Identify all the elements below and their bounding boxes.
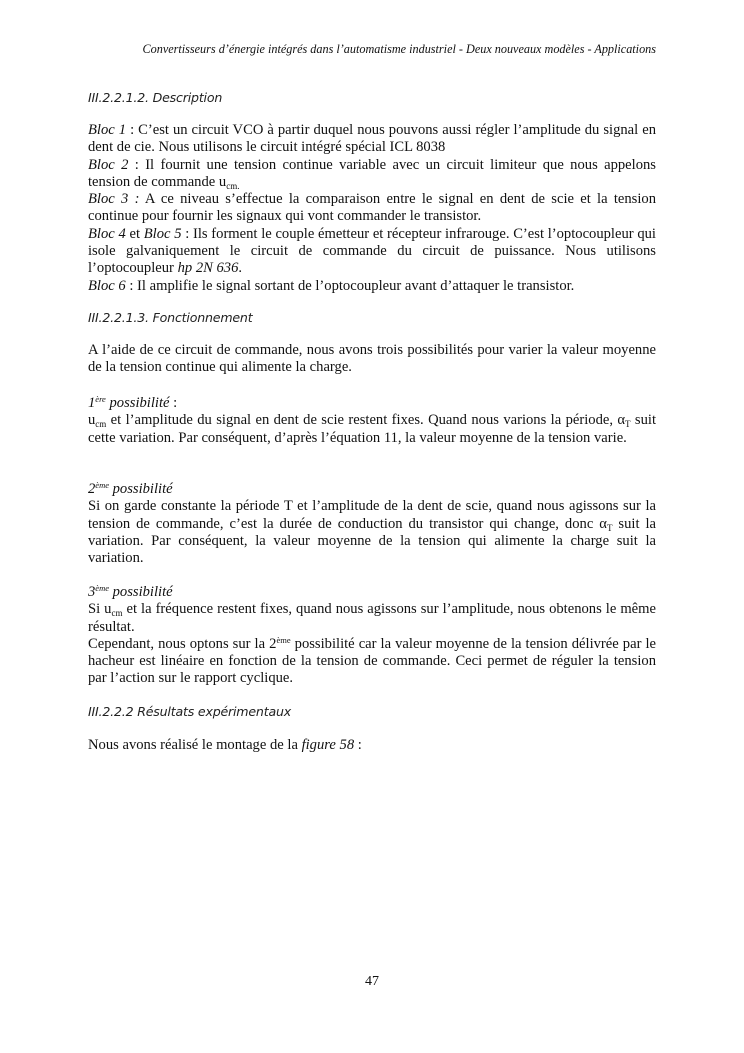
possibility-title (88, 395, 656, 412)
punctuation: : (354, 737, 362, 753)
section-heading-description: III.2.2.1.2. Description (88, 90, 223, 105)
page-number: 47 (365, 974, 379, 989)
bloc-text: : C’est un circuit VCO à partir duquel nous pouvons aussi régler l’amplitude du signal en dent de cie. Nous utilisons le circuit intégré spécial ICL 8038 (88, 122, 656, 156)
part-number: hp 2N 636 (177, 260, 239, 277)
text: Si u (88, 601, 112, 618)
text: Nous avons réalisé le montage de la (88, 737, 302, 753)
possibility-1 (88, 395, 656, 447)
description-body (88, 122, 656, 295)
punctuation: . (238, 260, 243, 277)
bloc-label: Bloc 5 (143, 225, 182, 242)
text: et la fréquence restent fixes, quand nous agissons sur l’amplitude, nous obtenons le même résultat. (88, 601, 656, 635)
symbol: u (88, 412, 96, 429)
possibility-text (88, 498, 656, 567)
conclusion-paragraph (88, 636, 656, 688)
bloc-3-paragraph (88, 191, 656, 226)
subscript: T (625, 419, 631, 430)
bloc-4-5-paragraph (88, 226, 656, 278)
bloc-text: : Il amplifie le signal sortant de l’optocoupleur avant d’attaquer le transistor. (125, 277, 575, 294)
ordinal: 1 (88, 395, 96, 411)
ordinal-suffix: ère (95, 394, 106, 404)
text: possibilité car la valeur moyenne de la tension délivrée par le hacheur est linéaire en fonction de la tension de commande. Ceci permet de réguler la tension par l’action sur le rapport cyclique. (88, 635, 656, 687)
subscript: cm (95, 419, 107, 430)
bloc-text: A ce niveau s’effectue la comparaison entre le signal en dent de scie et la tension continue pour fournir les signaux qui vont commander le transistor. (88, 191, 656, 225)
bloc-label: Bloc 1 (88, 122, 127, 138)
text: et l’amplitude du signal en dent de scie restent fixes. Quand nous varions la période, α (106, 412, 626, 429)
running-header: Convertisseurs d’énergie intégrés dans l’automatisme industriel - Deux nouveaux modèles - Applications (142, 42, 656, 56)
text: Cependant, nous optons sur la 2 (88, 635, 277, 652)
resultats-paragraph (88, 737, 656, 754)
possibility-title (88, 584, 656, 601)
bloc-label: Bloc 3 : (88, 191, 140, 208)
conjunction: et (125, 225, 144, 242)
figure-reference: figure 58 (301, 737, 355, 753)
subscript: cm (111, 608, 123, 619)
title-text: possibilité (105, 395, 170, 411)
ordinal-suffix: ème (276, 634, 291, 645)
subscript: cm. (226, 180, 240, 191)
bloc-text: : Ils forment le couple émetteur et récepteur infrarouge. C’est l’optocoupleur qui isole galvaniquement le circuit de commande du circuit de puissance. Nous utilisons l’optocoupleur (88, 225, 656, 277)
punctuation: : (169, 395, 178, 411)
possibility-text (88, 412, 656, 447)
bloc-label: Bloc 4 (88, 225, 126, 242)
possibility-title (88, 481, 656, 498)
bloc-label: Bloc 2 (88, 156, 129, 173)
bloc-label: Bloc 6 (88, 277, 126, 294)
intro-paragraph: A l’aide de ce circuit de commande, nous avons trois possibilités pour varier la valeur moyenne de la tension continue qui alimente la charge. (88, 342, 656, 376)
text: suit la variation. Par conséquent, la valeur moyenne de la tension qui alimente la charge suit la variation. (88, 515, 657, 567)
bloc-2-paragraph (88, 157, 656, 192)
possibility-text (88, 601, 656, 636)
bloc-1-paragraph (88, 122, 656, 157)
ordinal-suffix: ème (95, 583, 109, 593)
text: Si on garde constante la période T et l’amplitude de la dent de scie, quand nous agissons sur la tension de commande, c’est la durée de conduction du transistor qui change, donc α (88, 498, 656, 532)
title-text: possibilité (108, 584, 173, 600)
ordinal-suffix: ème (95, 480, 109, 490)
bloc-6-paragraph (88, 278, 656, 295)
ordinal: 2 (88, 481, 96, 497)
possibility-3 (88, 584, 656, 688)
text: suit cette variation. Par conséquent, d’après l’équation 11, la valeur moyenne de la tension varie. (88, 412, 657, 446)
ordinal: 3 (88, 584, 96, 600)
title-text: possibilité (108, 481, 173, 497)
bloc-text: : Il fournit une tension continue variable avec un circuit limiteur que nous appelons tension de commande u (88, 156, 656, 190)
subscript: T (606, 522, 613, 533)
possibility-2 (88, 481, 656, 567)
section-heading-fonctionnement: III.2.2.1.3. Fonctionnement (88, 310, 253, 325)
section-heading-resultats: III.2.2.2 Résultats expérimentaux (88, 704, 291, 719)
